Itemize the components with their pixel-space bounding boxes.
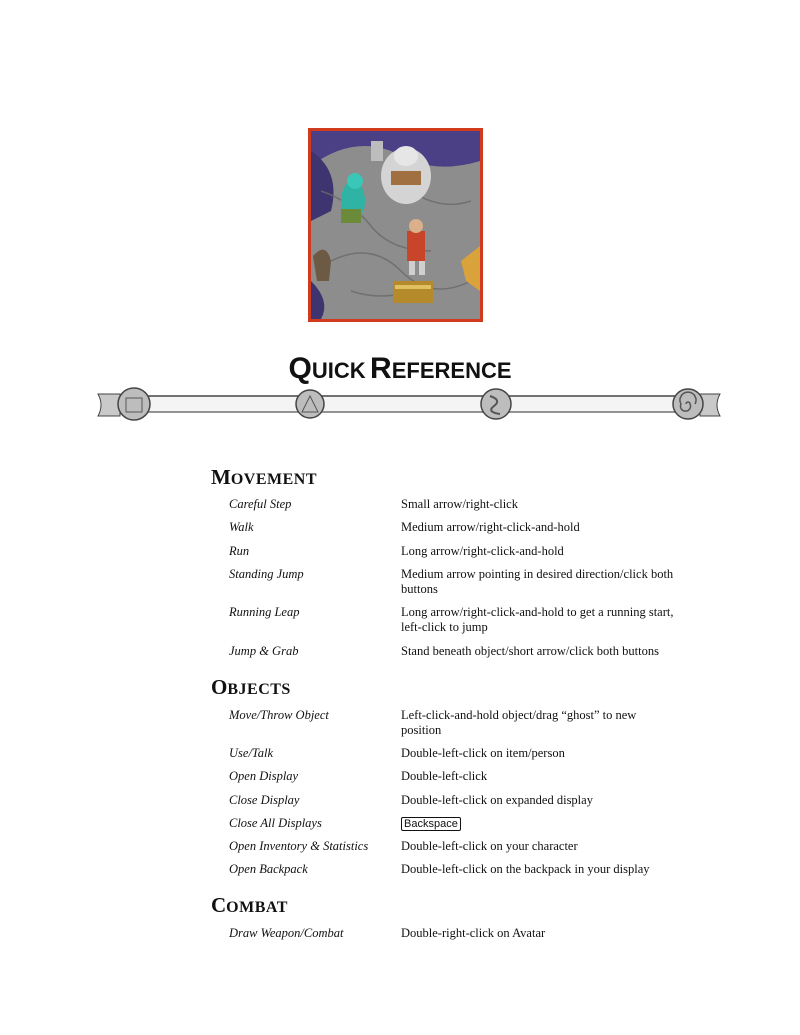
action-description: Double-left-click [401,769,488,783]
action-description: Medium arrow pointing in desired direction/click both buttons [401,567,674,596]
action-description: Double-left-click on the backpack in your display [401,862,650,876]
action-description: Long arrow/right-click-and-hold to get a running start, left-click to jump [401,605,674,634]
section-heading-movement: MOVEMENT [211,465,317,489]
backspace-key: Backspace [401,817,461,831]
serpent-medallion-icon [481,389,511,419]
spiral-medallion-icon [673,389,703,419]
action-label: Close All Displays [229,816,322,830]
action-description: Long arrow/right-click-and-hold [401,544,564,558]
action-label: Run [229,544,250,558]
ankh-hand-medallion-icon [118,388,150,420]
action-description: Double-right-click on Avatar [401,926,546,940]
section-heading-objects: OBJECTS [211,675,291,699]
action-description: Double-left-click on your character [401,839,578,853]
action-label: Jump & Grab [229,644,299,658]
action-label: Move/Throw Object [229,708,329,722]
action-description: Stand beneath object/short arrow/click both buttons [401,644,659,658]
action-label: Close Display [229,793,300,807]
action-description: Small arrow/right-click [401,497,518,511]
decorative-banner [96,382,722,437]
game-illustration [308,128,483,322]
action-description: Double-left-click on item/person [401,746,565,760]
action-description: Left-click-and-hold object/drag “ghost” to new position [401,708,637,737]
earth-medallion-icon [296,390,324,418]
action-label: Open Inventory & Statistics [229,839,369,853]
action-label: Use/Talk [229,746,273,760]
action-description: Double-left-click on expanded display [401,793,593,807]
action-label: Walk [229,520,254,534]
action-description: Medium arrow/right-click-and-hold [401,520,580,534]
action-label: Open Backpack [229,862,308,876]
action-label: Draw Weapon/Combat [229,926,344,940]
action-label: Standing Jump [229,567,304,581]
action-label: Careful Step [229,497,292,511]
action-label: Open Display [229,769,299,783]
section-heading-combat: COMBAT [211,893,288,917]
page-title: QUICK REFERENCE [288,352,512,385]
action-label: Running Leap [229,605,300,619]
